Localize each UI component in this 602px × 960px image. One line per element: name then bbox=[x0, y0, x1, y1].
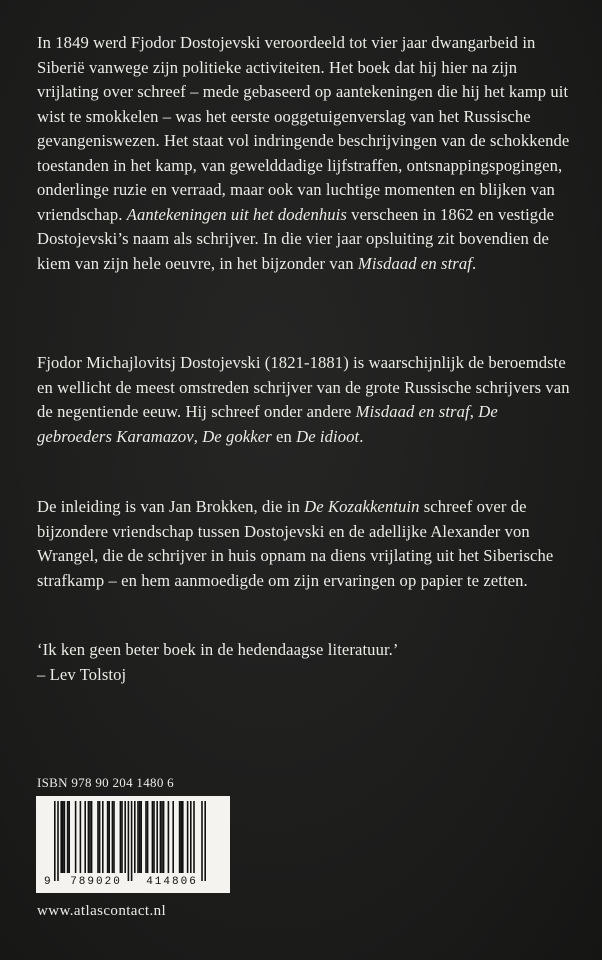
publisher-website: www.atlascontact.nl bbox=[37, 903, 167, 919]
barcode-bar bbox=[179, 801, 181, 873]
quote-attribution: – Lev Tolstoj bbox=[37, 664, 127, 684]
barcode-bar bbox=[204, 801, 206, 881]
barcode-bar bbox=[193, 801, 195, 873]
barcode-bar bbox=[99, 801, 101, 873]
barcode-bar bbox=[172, 801, 174, 873]
barcode-bar bbox=[160, 801, 162, 873]
book-title-gokker: De gokker bbox=[202, 426, 272, 446]
barcode-bar bbox=[190, 801, 192, 873]
introduction-text-continued: schreef over de bijzondere vriendschap tussen Dostojevski en de adellijke Alexander von Wrangel, die de schrijver in huis opnam na diens vrijlating uit het Siberische strafkamp – en hem aanmoedigde om zijn ervaringen op papier te zetten. bbox=[37, 497, 554, 590]
barcode-digits-right: 414806 bbox=[146, 876, 198, 888]
barcode-bar bbox=[54, 801, 56, 881]
introduction-text: De inleiding is van Jan Brokken, die in bbox=[37, 497, 305, 516]
barcode-digit-first: 9 bbox=[44, 876, 51, 888]
book-title-misdaad: Misdaad en straf bbox=[357, 253, 472, 273]
separator: en bbox=[271, 426, 297, 446]
barcode-bar bbox=[57, 801, 59, 881]
barcode-bar bbox=[180, 801, 182, 873]
barcode-bar bbox=[134, 801, 136, 873]
description-text-end: . bbox=[471, 253, 477, 273]
barcode-bar bbox=[68, 801, 70, 873]
book-title-kozakkentuin: De Kozakkentuin bbox=[304, 497, 420, 516]
barcode-bar bbox=[60, 801, 62, 873]
barcode-graphic bbox=[38, 798, 228, 891]
barcode-bar bbox=[62, 801, 64, 873]
book-title-misdaad-en-straf: Misdaad en straf bbox=[355, 402, 470, 421]
barcode-bar bbox=[168, 801, 170, 873]
barcode-bar bbox=[131, 801, 133, 881]
barcode-bar bbox=[182, 801, 184, 873]
barcode-bar bbox=[88, 801, 90, 873]
barcode-bar bbox=[120, 801, 122, 873]
author-bio-paragraph bbox=[37, 351, 572, 449]
barcode-bar bbox=[139, 801, 141, 873]
barcode-bar bbox=[102, 801, 104, 873]
barcode-bar bbox=[112, 801, 114, 873]
author-bio-text: Fjodor Michajlovitsj Dostojevski (1821-1881) is waarschijnlijk de beroemdste en wellicht de meest omstreden schrijver van de grote Russische schrijvers van de negentiende eeuw. Hij schreef onder andere bbox=[37, 353, 570, 421]
description-text-continued: verscheen in 1862 en vestigde Dostojevski’s naam als schrijver. In die vier jaar opsluiting zit bovendien de kiem van zijn hele oeuvre, in het bijzonder van bbox=[37, 204, 555, 273]
book-title-karamazov: De gebroeders Karamazov bbox=[37, 402, 498, 446]
barcode-bar bbox=[145, 801, 147, 873]
barcode-bar bbox=[201, 801, 203, 881]
introduction-paragraph bbox=[37, 495, 572, 593]
barcode-bar bbox=[107, 801, 109, 873]
barcode-bar bbox=[97, 801, 99, 873]
barcode-bar bbox=[147, 801, 149, 873]
barcode-bar bbox=[75, 801, 77, 873]
barcode-bar bbox=[80, 801, 82, 873]
barcode-bar bbox=[187, 801, 189, 873]
description-text: In 1849 werd Fjodor Dostojevski veroordeeld tot vier jaar dwangarbeid in Siberië vanwege zijn politieke activiteiten. Het boek dat hij hier na zijn vrijlating over schreef – mede gebaseerd op aantekeningen die hij het kamp uit wist te smokkelen – was het eerste ooggetuigenverslag van het Russische gevangeniswezen. Het staat vol indringende beschrijvingen van de schokkende toestanden in het kamp, van gewelddadige lijfstraffen, ontsnappingspogingen, onderlinge ruzie en verraad, maar ook van luchtige momenten en blijken van vriendschap. bbox=[37, 33, 570, 224]
barcode-bar bbox=[89, 801, 91, 873]
quote-block bbox=[37, 638, 572, 687]
barcode-bar bbox=[137, 801, 139, 873]
barcode-bar bbox=[113, 801, 115, 873]
separator: , bbox=[469, 402, 479, 421]
barcode-bar bbox=[140, 801, 142, 873]
quote-text: ‘Ik ken geen beter boek in de hedendaagse literatuur.’ bbox=[37, 640, 399, 659]
barcode-bar bbox=[163, 801, 165, 873]
barcode-bar bbox=[84, 801, 86, 873]
barcode-bar bbox=[124, 801, 126, 873]
barcode-bar bbox=[161, 801, 163, 873]
book-title-idioot: De idioot bbox=[296, 426, 360, 446]
barcode-digits-left: 789020 bbox=[70, 876, 122, 888]
description-paragraph bbox=[37, 31, 572, 276]
barcode-bar bbox=[91, 801, 93, 873]
barcode-bar bbox=[67, 801, 69, 873]
barcode-bar bbox=[128, 801, 130, 881]
separator: , bbox=[193, 426, 203, 446]
barcode-bar bbox=[108, 801, 110, 873]
isbn-label: ISBN 978 90 204 1480 6 bbox=[37, 775, 174, 790]
book-title-aantekeningen: Aantekeningen uit het dodenhuis bbox=[126, 204, 347, 224]
barcode-bar bbox=[121, 801, 123, 873]
barcode-bar bbox=[152, 801, 154, 873]
barcode-bar bbox=[153, 801, 155, 873]
barcode-bar bbox=[156, 801, 158, 873]
author-bio-end: . bbox=[359, 426, 364, 446]
barcode-bar bbox=[64, 801, 66, 873]
barcode bbox=[36, 796, 230, 893]
